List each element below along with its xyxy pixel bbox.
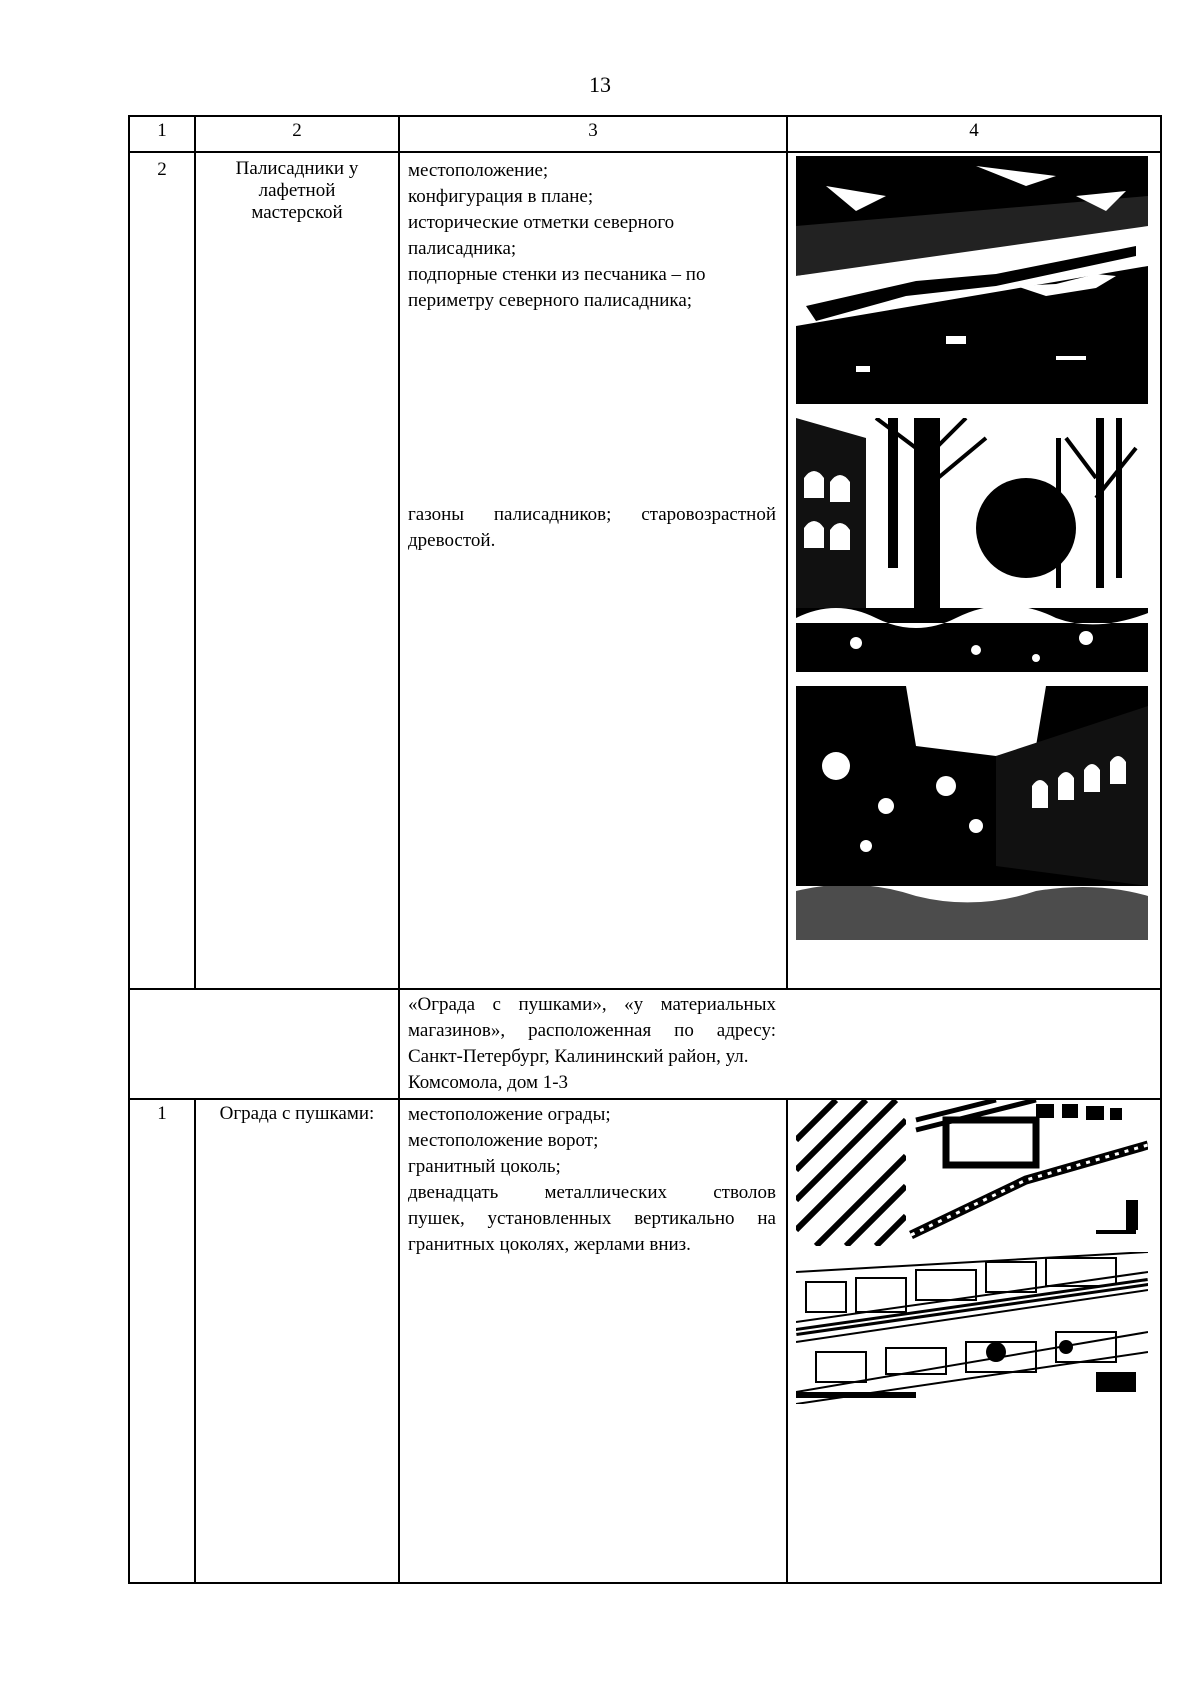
header-col-4: 4 <box>969 120 979 141</box>
site-map-photo <box>796 1252 1148 1404</box>
column-divider <box>786 1098 788 1584</box>
word: по <box>674 1020 694 1041</box>
protected-features <box>408 1102 776 1258</box>
retaining-wall-photo-image <box>796 156 1148 404</box>
header-col-2: 2 <box>292 120 302 141</box>
feature-line: палисадника; <box>408 238 517 259</box>
word: стволов <box>713 1182 776 1203</box>
site-map-photo-image <box>796 1252 1148 1404</box>
justified-line <box>408 1206 776 1232</box>
word: магазинов», <box>408 1020 506 1041</box>
word: вертикально <box>634 1208 735 1229</box>
arcade-building-photo <box>796 686 1148 940</box>
column-divider <box>786 115 788 990</box>
page-number: 13 <box>589 72 611 97</box>
feature-line: местоположение; <box>408 160 549 181</box>
row-divider <box>128 988 1162 990</box>
column-divider <box>194 115 196 990</box>
lawns-features <box>408 502 776 554</box>
fence-plan-photo <box>796 1100 1148 1246</box>
feature-line: конфигурация в плане; <box>408 186 594 207</box>
retaining-wall-photo <box>796 156 1148 404</box>
feature-line: древостой. <box>408 530 496 551</box>
table-border-top <box>128 115 1162 117</box>
row-number: 2 <box>157 159 167 180</box>
word: расположенная <box>528 1020 652 1041</box>
word: установленных <box>487 1208 612 1229</box>
garden-trees-photo-image <box>796 418 1148 672</box>
column-divider <box>398 115 400 1584</box>
row-number: 1 <box>157 1103 167 1124</box>
word: «Ограда <box>408 994 476 1015</box>
object-name-line: мастерской <box>251 202 343 223</box>
word: «у <box>624 994 644 1015</box>
word: металлических <box>544 1182 668 1203</box>
table-border-right <box>1160 115 1162 1584</box>
feature-line: гранитных цоколях, жерлами вниз. <box>408 1234 691 1255</box>
address-line: Комсомола, дом 1-3 <box>408 1072 569 1093</box>
header-col-1: 1 <box>157 120 167 141</box>
feature-line: гранитный цоколь; <box>408 1156 561 1177</box>
word: старовозрастной <box>641 504 776 525</box>
feature-line: периметру северного палисадника; <box>408 290 693 311</box>
protected-features <box>408 158 778 314</box>
word: на <box>757 1208 776 1229</box>
table-border-bottom <box>128 1582 1162 1584</box>
column-divider <box>194 1098 196 1584</box>
feature-line: местоположение ограды; <box>408 1104 611 1125</box>
garden-trees-photo <box>796 418 1148 672</box>
object-name-line: лафетной <box>258 180 336 201</box>
table-border-left <box>128 115 130 1584</box>
word: пушек, <box>408 1208 465 1229</box>
word: с <box>492 994 501 1015</box>
word: палисадников; <box>493 504 612 525</box>
justified-line <box>408 1180 776 1206</box>
object-name <box>196 158 398 224</box>
object-name-line: Палисадники у <box>235 158 359 179</box>
word: материальных <box>660 994 776 1015</box>
word: двенадцать <box>408 1182 499 1203</box>
word: адресу: <box>716 1020 776 1041</box>
header-col-3: 3 <box>588 120 598 141</box>
word: пушками», <box>518 994 607 1015</box>
address-line: Санкт-Петербург, Калининский район, ул. <box>408 1046 749 1067</box>
justified-line <box>408 502 776 528</box>
justified-line <box>408 1018 776 1044</box>
section-heading <box>408 992 776 1096</box>
justified-line <box>408 992 776 1018</box>
arcade-building-photo-image <box>796 686 1148 940</box>
object-name: Ограда с пушками: <box>219 1103 375 1124</box>
fence-plan-photo-image <box>796 1100 1148 1246</box>
feature-line: исторические отметки северного <box>408 212 675 233</box>
word: газоны <box>408 504 465 525</box>
header-divider <box>128 151 1162 153</box>
feature-line: подпорные стенки из песчаника – по <box>408 264 706 285</box>
feature-line: местоположение ворот; <box>408 1130 599 1151</box>
